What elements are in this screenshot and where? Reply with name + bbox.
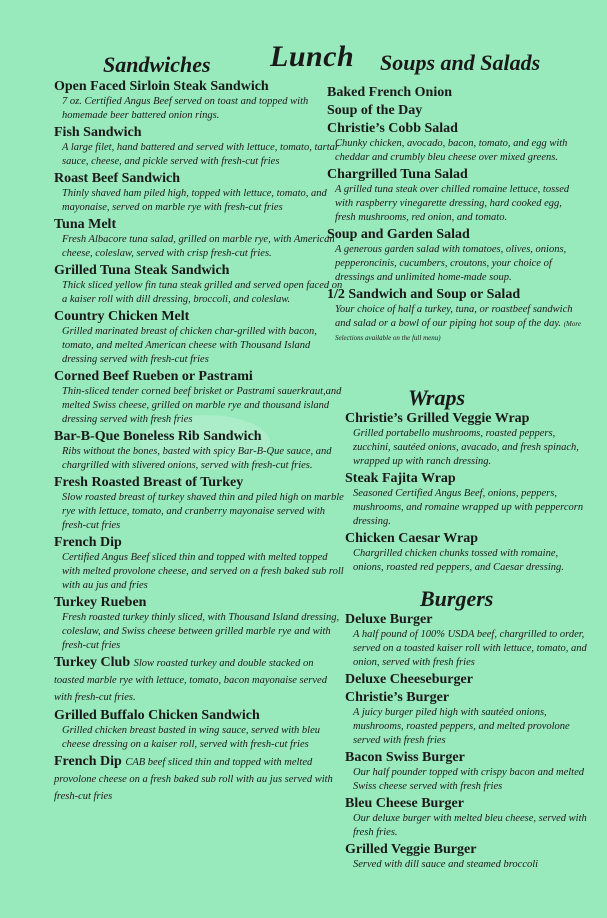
item-desc-text: Your choice of half a turkey, tuna, or roastbeef sandwich and salad or a bowl of our piping hot soup of the day.	[335, 304, 573, 329]
item-desc: Chargrilled chicken chunks tossed with romaine, onions, roasted red peppers, and Caesar dressing.	[353, 548, 564, 573]
item-desc: Thinly shaved ham piled high, topped with lettuce, tomato, and mayonaise, served on marble rye with fresh-cut fries	[62, 188, 327, 213]
item-name: Baked French Onion	[327, 85, 452, 100]
list-item	[54, 595, 344, 653]
sandwiches-list	[54, 79, 344, 807]
list-item	[54, 309, 344, 367]
item-desc: Slow roasted turkey and double stacked on toasted marble rye with lettuce, tomato, bacon mayonaise served with fresh-cut fries.	[54, 658, 327, 703]
item-name: Grilled Buffalo Chicken Sandwich	[54, 708, 260, 723]
item-name: Chargrilled Tuna Salad	[327, 167, 468, 182]
item-desc: A grilled tuna steak over chilled romaine lettuce, tossed with raspberry vinegarette dressing, hard cooked egg, fresh mushrooms, red onion, and tomato.	[335, 184, 570, 223]
item-name-with-inline-desc	[54, 754, 344, 805]
item-desc: Our deluxe burger with melted bleu cheese, served with fresh fries.	[353, 813, 587, 838]
list-item	[54, 475, 344, 533]
item-desc: Fresh roasted turkey thinly sliced, with Thousand Island dressing, coleslaw, and Swiss cheese between grilled marble rye and with fresh-cut fries	[62, 612, 340, 651]
burgers-heading: Burgers	[420, 586, 494, 611]
item-name: Country Chicken Melt	[54, 309, 190, 324]
item-name: Chicken Caesar Wrap	[345, 531, 479, 546]
list-item	[345, 750, 587, 794]
item-name: Grilled Tuna Steak Sandwich	[54, 263, 230, 278]
item-desc: 7 oz. Certified Angus Beef served on toast and topped with homemade beer battered onion rings.	[62, 96, 309, 121]
item-desc: Slow roasted breast of turkey shaved thin and piled high on marble rye with lettuce, tomato, and cranberry mayonaise served with fresh-cut fries	[62, 492, 344, 531]
item-desc: Our half pounder topped with crispy bacon and melted Swiss cheese served with fresh fries	[353, 767, 584, 792]
list-item	[345, 411, 587, 469]
list-item	[54, 754, 344, 805]
item-desc: Ribs without the bones, basted with spicy Bar-B-Que sauce, and chargrilled with slivered onions, served with fresh-cut fries.	[62, 446, 332, 471]
item-name: Bacon Swiss Burger	[345, 750, 465, 765]
item-desc	[327, 303, 585, 345]
item-name: Soup of the Day	[327, 103, 423, 118]
list-item	[345, 471, 587, 529]
wraps-heading: Wraps	[408, 385, 466, 410]
item-desc: Chunky chicken, avocado, bacon, tomato, and egg with cheddar and crumbly bleu cheese over mixed greens.	[335, 138, 568, 163]
wraps-list	[345, 411, 587, 577]
soups-list	[327, 85, 585, 347]
list-item	[54, 429, 344, 473]
item-name: Tuna Melt	[54, 217, 117, 232]
item-name: Bar-B-Que Boneless Rib Sandwich	[54, 429, 262, 444]
item-name: Fish Sandwich	[54, 125, 142, 140]
list-item	[54, 708, 344, 752]
item-desc: A juicy burger piled high with sautéed onions, mushrooms, roasted peppers, and melted provolone served with fresh fries	[353, 707, 570, 746]
menu-note: (More Selections available on the full menu)	[335, 320, 581, 342]
list-item	[327, 103, 585, 119]
item-desc: Fresh Albacore tuna salad, grilled on marble rye, with American cheese, coleslaw, served with crisp fresh-cut fries.	[62, 234, 335, 259]
list-item	[54, 655, 344, 706]
list-item	[54, 125, 344, 169]
list-item	[345, 842, 587, 872]
item-name: Christie’s Grilled Veggie Wrap	[345, 411, 530, 426]
list-item	[345, 612, 587, 670]
item-desc: Grilled chicken breast basted in wing sauce, served with bleu cheese dressing on a kaiser roll, served with fresh-cut fries	[62, 725, 320, 750]
item-name: Christie’s Cobb Salad	[327, 121, 458, 136]
item-desc: Grilled marinated breast of chicken char-grilled with bacon, tomato, and melted American cheese with Thousand Island dressing served with fresh-cut fries	[62, 326, 317, 365]
list-item	[327, 167, 585, 225]
item-name: French Dip	[54, 754, 122, 769]
burgers-list	[345, 612, 587, 874]
page-title: Lunch	[270, 40, 355, 73]
list-item	[327, 85, 585, 101]
list-item	[327, 121, 585, 165]
item-name: Fresh Roasted Breast of Turkey	[54, 475, 244, 490]
list-item	[345, 531, 587, 575]
item-name: Turkey Rueben	[54, 595, 147, 610]
item-name: Turkey Club	[54, 655, 131, 670]
item-name: Grilled Veggie Burger	[345, 842, 477, 857]
item-name: Deluxe Cheeseburger	[345, 672, 473, 687]
list-item	[345, 672, 587, 688]
item-desc: Grilled portabello mushrooms, roasted peppers, zucchini, sautéed onions, avacado, and fresh spinach, wrapped up with ranch dressing.	[353, 428, 579, 467]
item-desc: Seasoned Certified Angus Beef, onions, peppers, mushrooms, and romaine wrapped up with peppercorn dressing.	[353, 488, 584, 527]
item-desc: Certified Angus Beef sliced thin and topped with melted topped with melted provolone cheese, and served on a fresh baked sub roll with au jus and fries	[62, 552, 344, 591]
item-desc: Thick sliced yellow fin tuna steak grilled and served open faced on a kaiser roll with dill dressing, broccoli, and coleslaw.	[62, 280, 343, 305]
item-desc: Served with dill sauce and steamed broccoli	[353, 859, 539, 870]
item-name: Open Faced Sirloin Steak Sandwich	[54, 79, 269, 94]
item-name: Corned Beef Rueben or Pastrami	[54, 369, 253, 384]
item-name: Roast Beef Sandwich	[54, 171, 181, 186]
item-desc: A half pound of 100% USDA beef, chargrilled to order, served on a toasted kaiser roll with lettuce, tomato, and onion, served with fresh fries	[353, 629, 587, 668]
item-name: Deluxe Burger	[345, 612, 433, 627]
list-item	[54, 171, 344, 215]
item-name: Steak Fajita Wrap	[345, 471, 456, 486]
item-name: French Dip	[54, 535, 122, 550]
soups-heading: Soups and Salads	[380, 50, 541, 75]
list-item	[54, 535, 344, 593]
sandwiches-heading: Sandwiches	[103, 52, 211, 77]
list-item	[345, 690, 587, 748]
list-item	[327, 287, 585, 345]
list-item	[54, 217, 344, 261]
list-item	[54, 369, 344, 427]
item-desc: CAB beef sliced thin and topped with melted provolone cheese on a fresh baked sub roll with au jus served with fresh-cut fries	[54, 757, 333, 802]
list-item	[327, 227, 585, 285]
item-name: Soup and Garden Salad	[327, 227, 470, 242]
list-item	[54, 79, 344, 123]
list-item	[54, 263, 344, 307]
item-name: 1/2 Sandwich and Soup or Salad	[327, 287, 521, 302]
list-item	[345, 796, 587, 840]
item-name-with-inline-desc	[54, 655, 344, 706]
item-desc: Thin-sliced tender corned beef brisket or Pastrami sauerkraut,and melted Swiss cheese, grilled on marble rye and thousand island dressing served with fresh fries	[62, 386, 342, 425]
item-name: Christie’s Burger	[345, 690, 450, 705]
item-name: Bleu Cheese Burger	[345, 796, 464, 811]
item-desc: A generous garden salad with tomatoes, olives, onions, pepperoncinis, cucumbers, croutons, your choice of dressings and unlimited home-made soup.	[335, 244, 567, 283]
item-desc: A large filet, hand battered and served with lettuce, tomato, tartar sauce, cheese, and pickle served with fresh-cut fries	[62, 142, 339, 167]
